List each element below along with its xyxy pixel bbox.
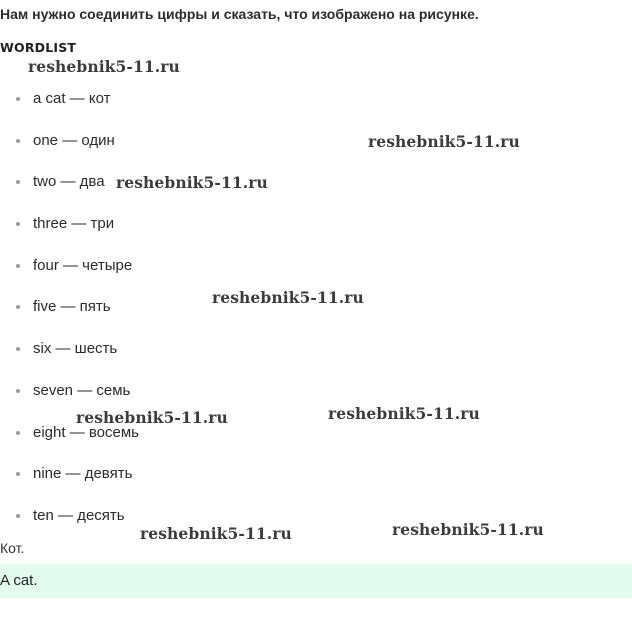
bullet-icon xyxy=(16,97,20,101)
wordlist-title: WORDLIST xyxy=(0,40,77,55)
list-item xyxy=(0,247,139,289)
instruction-text: Нам нужно соединить цифры и сказать, что изображено на рисунке. xyxy=(0,6,479,22)
bullet-icon xyxy=(16,514,20,518)
list-item-text: two — два xyxy=(33,173,105,191)
bullet-icon xyxy=(16,139,20,143)
bullet-icon xyxy=(16,305,20,309)
list-item-text: one — один xyxy=(33,131,115,149)
list-item xyxy=(0,205,139,247)
watermark: reshebnik5-11.ru xyxy=(392,520,544,539)
list-item-text: a cat — кот xyxy=(33,90,111,107)
list-item-text: nine — девять xyxy=(33,465,133,483)
bullet-icon xyxy=(16,180,20,184)
list-item xyxy=(0,288,139,330)
watermark: reshebnik5-11.ru xyxy=(76,408,228,427)
bullet-icon xyxy=(16,222,20,226)
answer-russian: Кот. xyxy=(0,540,25,556)
list-item xyxy=(0,330,139,372)
answer-english-highlight xyxy=(0,564,632,598)
watermark: reshebnik5-11.ru xyxy=(116,173,268,192)
watermark: reshebnik5-11.ru xyxy=(212,288,364,307)
bullet-icon xyxy=(16,389,20,393)
list-item-text: three — три xyxy=(33,215,115,233)
bullet-icon xyxy=(16,431,20,435)
list-item xyxy=(0,455,139,497)
watermark: reshebnik5-11.ru xyxy=(140,524,292,543)
watermark: reshebnik5-11.ru xyxy=(368,132,520,151)
list-item-text: ten — десять xyxy=(33,506,125,524)
wordlist xyxy=(0,80,139,539)
list-item-text: six — шесть xyxy=(33,340,118,358)
list-item xyxy=(0,80,139,122)
list-item xyxy=(0,497,139,539)
bullet-icon xyxy=(16,347,20,351)
bullet-icon xyxy=(16,472,20,476)
watermark: reshebnik5-11.ru xyxy=(328,404,480,423)
answer-english: A cat. xyxy=(0,572,38,589)
list-item xyxy=(0,122,139,164)
list-item-text: eight — восемь xyxy=(33,423,139,441)
bullet-icon xyxy=(16,264,20,268)
watermark: reshebnik5-11.ru xyxy=(28,57,180,76)
list-item-text: five — пять xyxy=(33,298,111,316)
list-item-text: seven — семь xyxy=(33,381,131,399)
list-item-text: four — четыре xyxy=(33,256,133,274)
